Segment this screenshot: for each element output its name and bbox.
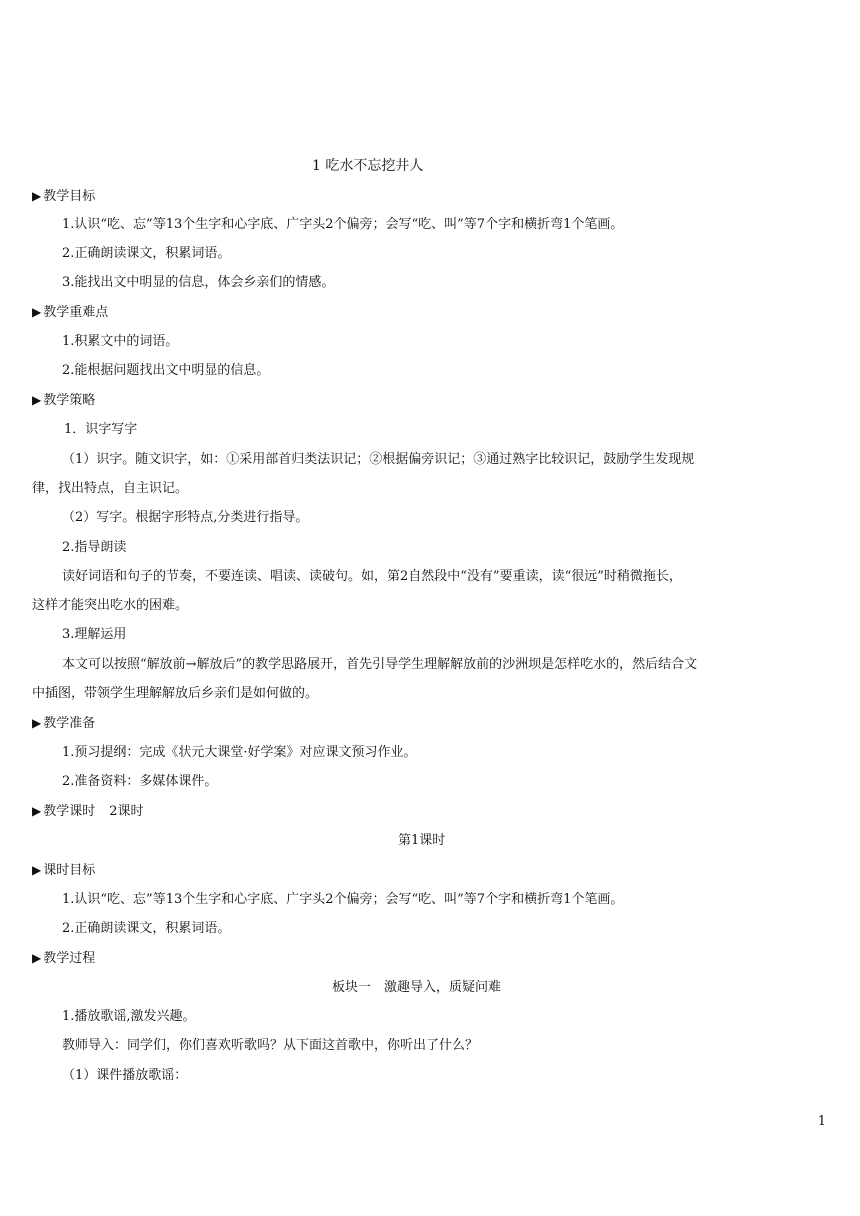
triangle-bullet-icon: ▶	[32, 189, 42, 203]
page-number: 1	[817, 1114, 826, 1129]
strategy-paragraph: （2）写字。根据字形特点,分类进行指导。	[62, 510, 309, 525]
heading-text: 课时目标	[43, 863, 96, 878]
heading-text: 教学准备	[43, 716, 96, 731]
triangle-bullet-icon: ▶	[32, 716, 42, 730]
heading-text: 教学目标	[43, 189, 96, 204]
triangle-bullet-icon: ▶	[32, 393, 42, 407]
lesson-title: 1 吃水不忘挖井人	[312, 158, 424, 174]
triangle-bullet-icon: ▶	[32, 305, 42, 319]
key-point-item: 1.积累文中的词语。	[62, 334, 179, 349]
strategy-paragraph: 本文可以按照“解放前→解放后”的教学思路展开，首先引导学生理解解放前的沙洲坝是怎样吃水的，然后结合文	[62, 657, 698, 672]
period-objective-item: 2.正确朗读课文，积累词语。	[62, 921, 231, 936]
heading-text: 教学策略	[43, 393, 96, 408]
period-title: 第1课时	[398, 833, 446, 848]
preparation-item: 2.准备资料：多媒体课件。	[62, 774, 218, 789]
section-heading-period-objectives	[32, 861, 95, 880]
heading-text: 教学重难点	[43, 305, 109, 320]
heading-text: 教学过程	[43, 951, 96, 966]
strategy-title: 1．识字写字	[64, 422, 138, 437]
key-point-item: 2.能根据问题找出文中明显的信息。	[62, 363, 270, 378]
process-step: 1.播放歌谣,激发兴趣。	[62, 1009, 196, 1024]
triangle-bullet-icon: ▶	[32, 951, 42, 965]
strategy-paragraph: 读好词语和句子的节奏，不要连读、唱读、读破句。如，第2自然段中“没有”要重读，读“很远”时稍微拖长，	[62, 569, 682, 584]
objective-item: 3.能找出文中明显的信息，体会乡亲们的情感。	[62, 275, 335, 290]
strategy-title: 3.理解运用	[62, 627, 127, 642]
section-heading-process	[32, 949, 95, 968]
section-heading-key-points	[32, 303, 108, 322]
section-heading-periods	[32, 802, 144, 821]
periods-value: 2课时	[109, 804, 144, 819]
strategy-paragraph-cont: 中插图，带领学生理解解放后乡亲们是如何做的。	[32, 686, 319, 701]
objective-item: 1.认识“吃、忘”等13个生字和心字底、广字头2个偏旁；会写“吃、叫”等7个字和横折弯1个笔画。	[62, 217, 624, 232]
strategy-title: 2.指导朗读	[62, 540, 127, 555]
section-heading-preparation	[32, 714, 95, 733]
period-objective-item: 1.认识“吃、忘”等13个生字和心字底、广字头2个偏旁；会写“吃、叫”等7个字和横折弯1个笔画。	[62, 892, 624, 907]
heading-text: 教学课时	[43, 804, 96, 819]
process-step: 教师导入：同学们，你们喜欢听歌吗？从下面这首歌中，你听出了什么？	[62, 1038, 479, 1053]
strategy-paragraph: （1）识字。随文识字，如：①采用部首归类法识记；②根据偏旁识记；③通过熟字比较识记，鼓励学生发现规	[62, 452, 695, 467]
section-heading-objectives	[32, 187, 95, 206]
strategy-paragraph-cont: 这样才能突出吃水的困难。	[32, 598, 189, 613]
triangle-bullet-icon: ▶	[32, 863, 42, 877]
preparation-item: 1.预习提纲：完成《状元大课堂·好学案》对应课文预习作业。	[62, 745, 417, 760]
objective-item: 2.正确朗读课文，积累词语。	[62, 246, 231, 261]
section-heading-strategies	[32, 391, 95, 410]
strategy-paragraph-cont: 律，找出特点，自主识记。	[32, 481, 189, 496]
block-title: 板块一 激趣导入，质疑问难	[332, 980, 502, 995]
triangle-bullet-icon: ▶	[32, 804, 42, 818]
process-step: （1）课件播放歌谣：	[62, 1068, 188, 1083]
